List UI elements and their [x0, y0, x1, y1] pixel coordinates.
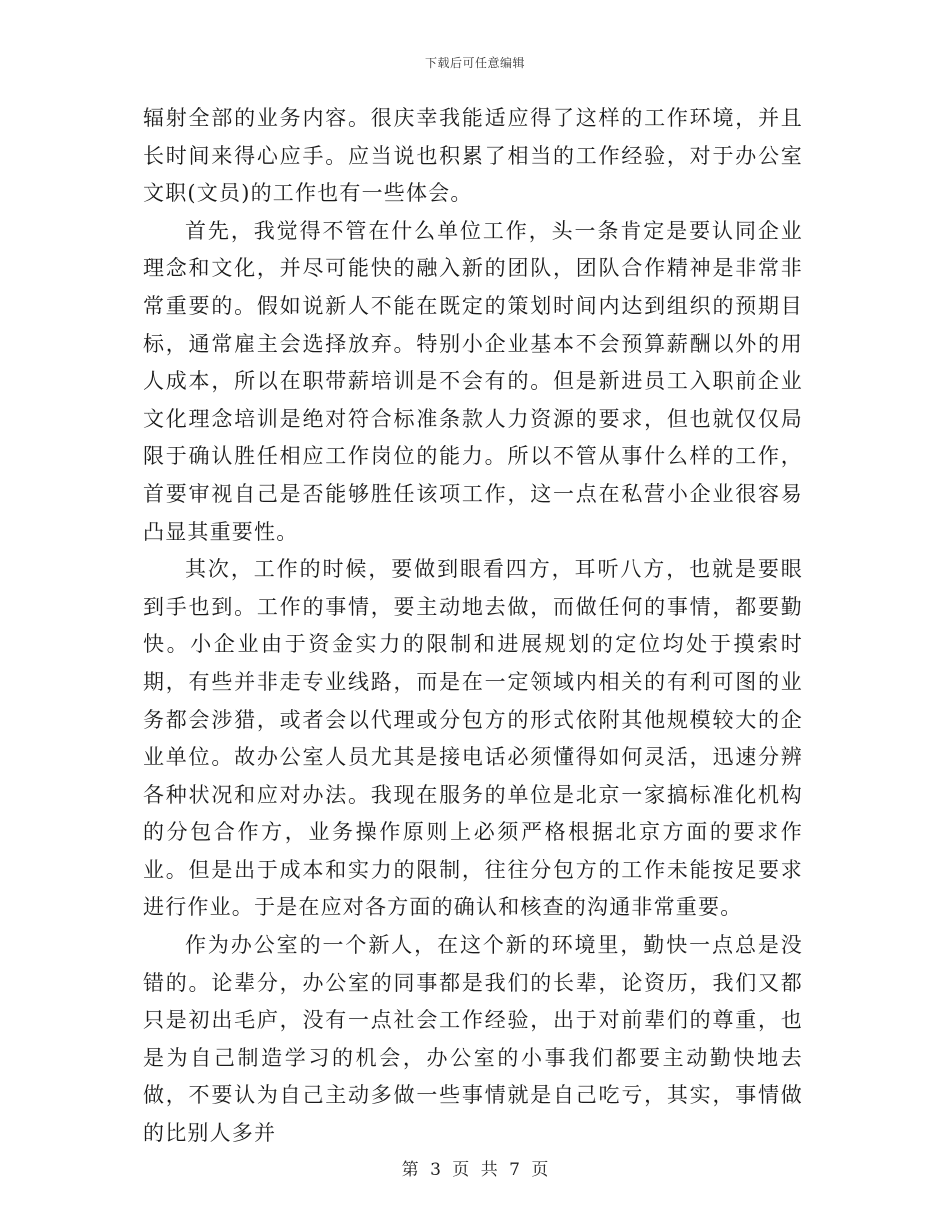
paragraph-4: 作为办公室的一个新人，在这个新的环境里，勤快一点总是没错的。论辈分，办公室的同事都是我们的长辈，论资历，我们又都只是初出毛庐，没有一点社会工作经验，出于对前辈们的尊重，也是为自己制造学习的机会，办公室的小事我们都要主动勤快地去做，不要认为自己主动多做一些事情就是自己吃亏，其实，事情做的比别人多并: [143, 933, 803, 1146]
paragraph-3: 其次，工作的时候，要做到眼看四方，耳听八方，也就是要眼到手也到。工作的事情，要主动地去做，而做任何的事情，都要勤快。小企业由于资金实力的限制和进展规划的定位均处于摸索时期，有些并非走专业线路，而是在一定领域内相关的有利可图的业务都会涉猎，或者会以代理或分包方的形式依附其他规模较大的企业单位。故办公室人员尤其是接电话必须懂得如何灵活，迅速分辨各种状况和应对办法。我现在服务的单位是北京一家搞标准化机构的分包合作方，业务操作原则上必须严格根据北京方面的要求作业。但是出于成本和实力的限制，往往分包方的工作未能按足要求进行作业。于是在应对各方面的确认和核查的沟通非常重要。: [143, 557, 803, 920]
page-footer: 第 3 页 共 7 页: [401, 1160, 549, 1180]
document-body: [143, 100, 803, 1153]
page-header: 下载后可任意编辑: [424, 56, 525, 70]
paragraph-1: 辐射全部的业务内容。很庆幸我能适应得了这样的工作环境，并且长时间来得心应手。应当说也积累了相当的工作经验，对于办公室文职(文员)的工作也有一些体会。: [143, 106, 803, 206]
paragraph-2: 首先，我觉得不管在什么单位工作，头一条肯定是要认同企业理念和文化，并尽可能快的融入新的团队，团队合作精神是非常非常重要的。假如说新人不能在既定的策划时间内达到组织的预期目标，通常雇主会选择放弃。特别小企业基本不会预算薪酬以外的用人成本，所以在职带薪培训是不会有的。但是新进员工入职前企业文化理念培训是绝对符合标准条款人力资源的要求，但也就仅仅局限于确认胜任相应工作岗位的能力。所以不管从事什么样的工作，首要审视自己是否能够胜任该项工作，这一点在私营小企业很容易凸显其重要性。: [143, 218, 803, 544]
